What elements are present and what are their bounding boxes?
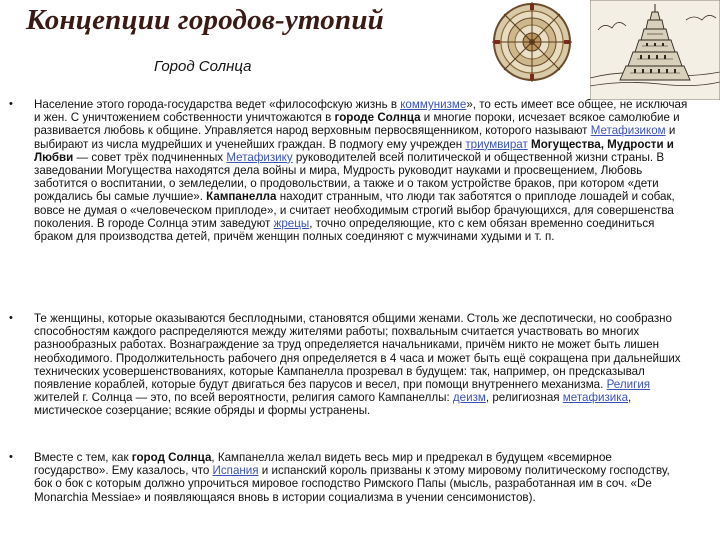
wiki-link[interactable]: Метафизику <box>226 150 293 164</box>
text-run: находит странным, что люди так заботятся о приплоде лошадей и собак, вовсе не думая о «человеческом приплоде», и считает необходимым строгий выбор брачующихся, для совершенства поколения. В городе Солнца этим заведуют <box>34 190 675 230</box>
bold-term: город Солнца <box>131 451 212 464</box>
bullet-marker: • <box>9 98 13 110</box>
city-emblem-image <box>490 0 574 84</box>
wiki-link[interactable]: коммунизме <box>400 98 467 111</box>
page-title: Концепции городов-утопий <box>26 4 384 36</box>
text-run: , точно определяющие, кто с кем обязан временно соединиться браком для производства детей, причём женщин полных соединяют с мужчинами худыми и т. п. <box>34 216 655 244</box>
paragraph-labor-religion <box>34 312 689 418</box>
text-run: и многие пороки, исчезает всякое самолюбие и развивается любовь к общине. Управляется народ верховным первосвященником, которого называют <box>34 111 680 138</box>
text-run: », то есть имеет все общее, не исключая и жен. С уничтожением собственности уничтожаются в <box>34 98 688 125</box>
bold-term: Могущества, Мудрости и Любви <box>34 137 674 164</box>
paragraph-social-order <box>34 98 689 243</box>
text-run: Те женщины, которые оказываются бесплодными, становятся общими женами. Столь же деспотически, но сообразно способностям каждого распределяются между жителями работы; похвальным считается участвовать во многих разнообразных работах. Вознаграждение за труд определяется начальниками, причём никто не может быть лишен необходимого. Продолжительность рабочего дня определяется в 4 часа и может быть ещё сокращена при дальнейших технических усовершенствованиях, которые Кампанелла прозревал в будущем: так, например, он предсказывал появление кораблей, которые будут двигаться без парусов и весел, при помощи внутреннего механизма. <box>34 312 681 392</box>
wiki-link[interactable]: жрецы <box>273 216 310 230</box>
text-run: руководителей всей политической и общественной жизни страны. В заведовании Могущества находятся дела войны и мира, Мудрость руководит науками и просвещением, Любовь заботится о воспитании, о земледелии, о продовольствии, а также и о таком устройстве браков, при котором «дети рождались бы самые лучшие». <box>34 150 665 204</box>
text-run: — совет трёх подчиненных <box>73 150 227 164</box>
wiki-link[interactable]: деизм <box>452 391 486 405</box>
wiki-link[interactable]: триумвират <box>465 137 528 151</box>
text-run: жителей г. Солнца — это, по всей вероятности, религия самого Кампанеллы: <box>34 391 453 405</box>
page-subtitle: Город Солнца <box>154 58 252 75</box>
bold-term: городе Солнца <box>334 111 421 125</box>
wiki-link[interactable]: Испания <box>212 464 259 478</box>
tower-engraving-image <box>590 0 720 100</box>
bullet-marker: • <box>9 451 13 463</box>
text-run: Население этого города-государства ведет «философскую жизнь в <box>34 98 401 111</box>
bullet-marker: • <box>9 312 13 324</box>
text-run: , мистическое созерцание; всякие обряды и формы устранены. <box>34 391 632 418</box>
text-run: и выбирают из числа мудрейших и ученейших граждан. В подмогу ему учрежден <box>34 124 676 151</box>
wiki-link[interactable]: Метафизиком <box>590 124 666 138</box>
text-run: , Кампанелла желал видеть весь мир и предрекал в будущем «всемирное государство». Ему казалось, что <box>34 451 612 478</box>
text-run: , религиозная <box>485 391 563 405</box>
text-run: и испанский король призваны к этому мировому политическому господству, бок о бок с которым должно упрочиться мировое господство Римского Папы (мысль, разработанная им в соч. «De Monarchia Messiae» и появляющаяся вновь в истории социализма в учении сенсимонистов). <box>34 464 670 504</box>
wiki-link[interactable]: метафизика <box>562 391 629 405</box>
bold-term: Кампанелла <box>206 190 277 204</box>
text-run: Вместе с тем, как <box>34 451 132 464</box>
wiki-link[interactable]: Религия <box>606 378 651 392</box>
paragraph-world-state <box>34 451 689 504</box>
